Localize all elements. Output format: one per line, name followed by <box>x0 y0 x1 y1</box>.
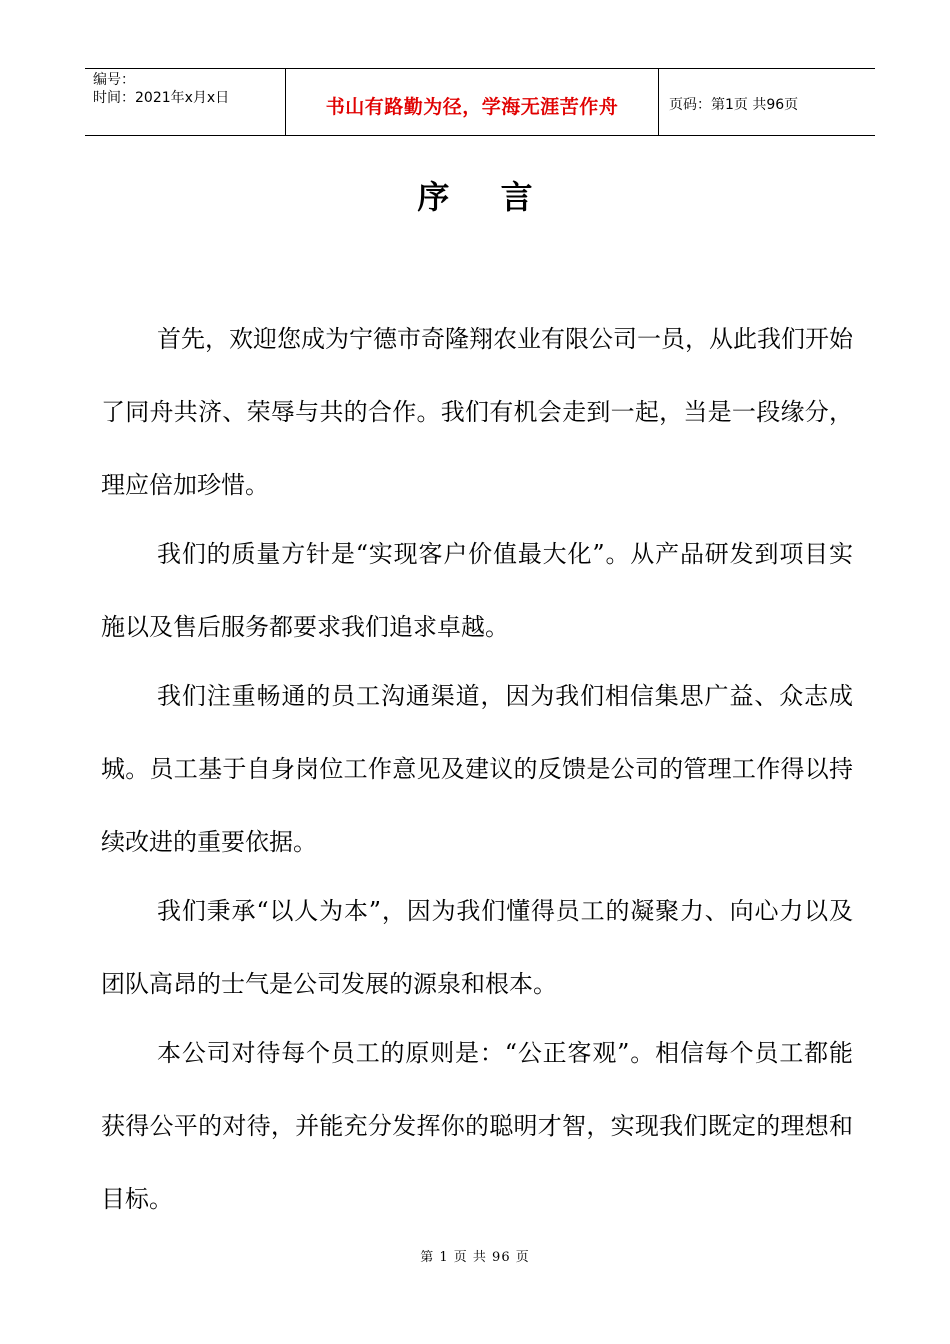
paragraph: 我们的质量方针是“实现客户价值最大化”。从产品研发到项目实施以及售后服务都要求我们追求卓越。 <box>101 540 853 641</box>
header-page-info <box>659 69 875 135</box>
paragraph: 我们秉承“以人为本”，因为我们懂得员工的凝聚力、向心力以及团队高昂的士气是公司发展的源泉和根本。 <box>101 897 853 998</box>
page-footer: 第 1 页 共 96 页 <box>420 1250 530 1265</box>
preface-body <box>101 303 853 1236</box>
time-label: 时间：2021年x月x日 <box>93 90 230 106</box>
header-motto-cell <box>286 69 659 135</box>
page-title: 序 言 <box>417 178 553 216</box>
paragraph: 本公司对待每个员工的原则是：“公正客观”。相信每个员工都能获得公平的对待，并能充分发挥你的聪明才智，实现我们既定的理想和目标。 <box>101 1039 853 1213</box>
document-header <box>85 68 875 136</box>
paragraph: 我们注重畅通的员工沟通渠道，因为我们相信集思广益、众志成城。员工基于自身岗位工作意见及建议的反馈是公司的管理工作得以持续改进的重要依据。 <box>101 682 853 856</box>
number-label: 编号： <box>93 72 135 88</box>
paragraph: 首先，欢迎您成为宁德市奇隆翔农业有限公司一员，从此我们开始了同舟共济、荣辱与共的合作。我们有机会走到一起，当是一段缘分，理应倍加珍惜。 <box>101 325 853 499</box>
motto-text: 书山有路勤为径，学海无涯苦作舟 <box>325 95 619 118</box>
header-meta <box>85 69 286 135</box>
page-info-text: 页码：第1页 共96页 <box>669 97 799 113</box>
